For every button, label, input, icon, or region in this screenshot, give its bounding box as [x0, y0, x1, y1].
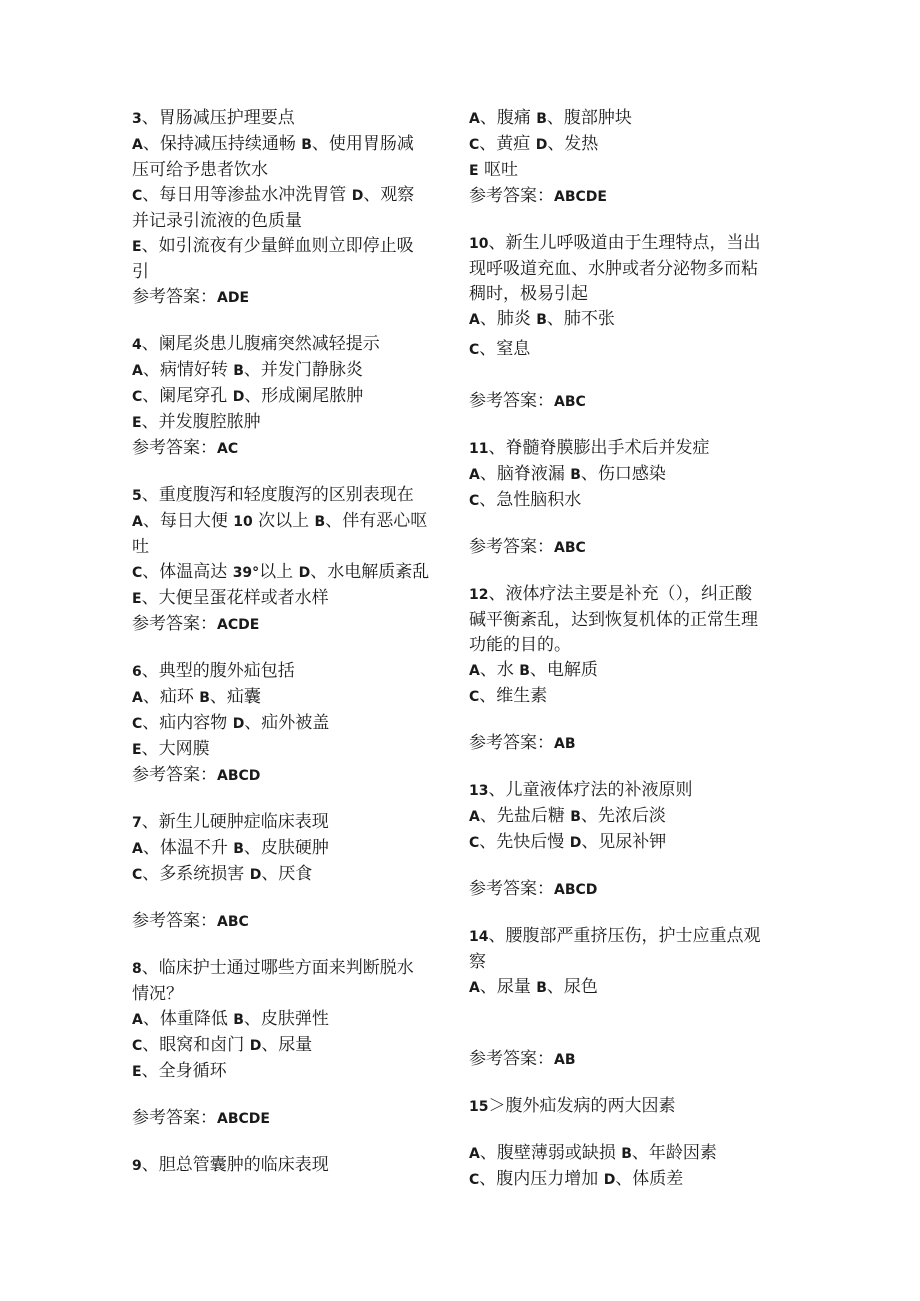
question-title-cont: 情况？ [132, 984, 183, 1004]
option-line: 引 [132, 262, 149, 282]
option-line: C、疝内容物 D、疝外被盖 [132, 713, 330, 733]
option-line: C、腹内压力增加 D、体质差 [469, 1169, 684, 1189]
question-9 [132, 1153, 442, 1179]
answer-line: 参考答案：ABC [469, 391, 586, 411]
option-line: A、每日大便 10 次以上 B、伴有恶心呕 [132, 511, 428, 531]
option-line: A、先盐后糖 B、先浓后淡 [469, 806, 666, 826]
option-line: C、黄疸 D、发热 [469, 134, 599, 154]
question-title-cont: 碱平衡紊乱，达到恢复机体的正常生理 [469, 610, 758, 630]
option-line: A、肺炎 B、肺不张 [469, 309, 615, 329]
question-3 [132, 106, 442, 311]
question-11 [469, 436, 781, 561]
left-column [132, 106, 442, 1179]
answer-line: 参考答案：AC [132, 438, 239, 458]
question-title-cont: 稠时，极易引起 [469, 284, 588, 304]
option-line: 吐 [132, 537, 149, 557]
option-line: C、每日用等渗盐水冲洗胃管 D、观察 [132, 185, 415, 205]
question-title: 15＞腹外疝发病的两大因素 [469, 1096, 676, 1116]
option-line: C、多系统损害 D、厌食 [132, 864, 313, 884]
option-line: E 呕吐 [469, 160, 518, 180]
option-line: E、并发腹腔脓肿 [132, 412, 261, 432]
option-line: 压可给予患者饮水 [132, 160, 268, 180]
question-13 [469, 778, 781, 903]
option-line: A、腹壁薄弱或缺损 B、年龄因素 [469, 1143, 717, 1163]
option-line: A、疝环 B、疝囊 [132, 687, 261, 707]
question-8 [132, 956, 442, 1132]
option-line: C、眼窝和卤门 D、尿量 [132, 1035, 313, 1055]
question-title: 7、新生儿硬肿症临床表现 [132, 812, 329, 832]
question-14 [469, 924, 781, 1073]
option-line: A、体重降低 B、皮肤弹性 [132, 1009, 329, 1029]
answer-line: 参考答案：ABC [469, 537, 586, 557]
option-line: C、窒息 [469, 339, 531, 359]
option-line: C、体温高达 39°以上 D、水电解质紊乱 [132, 562, 430, 582]
answer-line: 参考答案：ABCDE [132, 1108, 270, 1128]
option-line: C、维生素 [469, 686, 548, 706]
option-line: A、脑脊液漏 B、伤口感染 [469, 464, 666, 484]
option-line: A、尿量 B、尿色 [469, 977, 598, 997]
right-column [469, 106, 781, 1193]
option-line: C、急性脑积水 [469, 490, 582, 510]
question-12 [469, 582, 781, 757]
question-title: 11、脊髓脊膜膨出手术后并发症 [469, 438, 710, 458]
question-10 [469, 231, 781, 415]
option-line: E、全身循环 [132, 1061, 227, 1081]
answer-line: 参考答案：ABCD [469, 879, 598, 899]
option-line: A、保持减压持续通畅 B、使用胃肠减 [132, 134, 414, 154]
option-line: A、水 B、电解质 [469, 660, 598, 680]
question-title: 10、新生儿呼吸道由于生理特点，当出 [469, 233, 761, 253]
answer-line: 参考答案：AB [469, 1049, 576, 1069]
option-line: C、先快后慢 D、见尿补钾 [469, 832, 667, 852]
question-9-options [469, 106, 781, 210]
option-line: A、腹痛 B、腹部肿块 [469, 108, 632, 128]
question-7 [132, 810, 442, 935]
option-line: E、如引流夜有少量鲜血则立即停止吸 [132, 236, 414, 256]
answer-line: 参考答案：AB [469, 733, 576, 753]
question-title: 12、液体疗法主要是补充（），纠正酸 [469, 584, 752, 604]
answer-line: 参考答案：ABCDE [469, 186, 607, 206]
question-5 [132, 483, 442, 638]
option-line: A、病情好转 B、并发门静脉炎 [132, 360, 363, 380]
question-title: 14、腰腹部严重挤压伤，护士应重点观 [469, 926, 761, 946]
question-title: 8、临床护士通过哪些方面来判断脱水 [132, 958, 414, 978]
answer-line: 参考答案：ACDE [132, 614, 260, 634]
option-line: C、阑尾穿孔 D、形成阑尾脓肿 [132, 386, 364, 406]
question-title-cont: 察 [469, 952, 486, 972]
option-line: A、体温不升 B、皮肤硬肿 [132, 838, 329, 858]
answer-line: 参考答案：ADE [132, 287, 250, 307]
question-title: 5、重度腹泻和轻度腹泻的区别表现在 [132, 485, 414, 505]
question-title: 13、儿童液体疗法的补液原则 [469, 780, 693, 800]
question-6 [132, 659, 442, 789]
question-15 [469, 1094, 781, 1193]
question-title: 9、胆总管囊肿的临床表现 [132, 1155, 329, 1175]
option-line: E、大便呈蛋花样或者水样 [132, 588, 329, 608]
question-title-cont: 功能的目的。 [469, 635, 571, 655]
answer-line: 参考答案：ABCD [132, 765, 261, 785]
option-line: E、大网膜 [132, 739, 210, 759]
question-title-cont: 现呼吸道充血、水肿或者分泌物多而粘 [469, 259, 758, 279]
question-title: 4、阑尾炎患儿腹痛突然减轻提示 [132, 334, 380, 354]
question-title: 6、典型的腹外疝包括 [132, 661, 295, 681]
option-line: 并记录引流液的色质量 [132, 211, 302, 231]
question-4 [132, 332, 442, 462]
question-title: 3、胃肠减压护理要点 [132, 108, 295, 128]
answer-line: 参考答案：ABC [132, 911, 249, 931]
